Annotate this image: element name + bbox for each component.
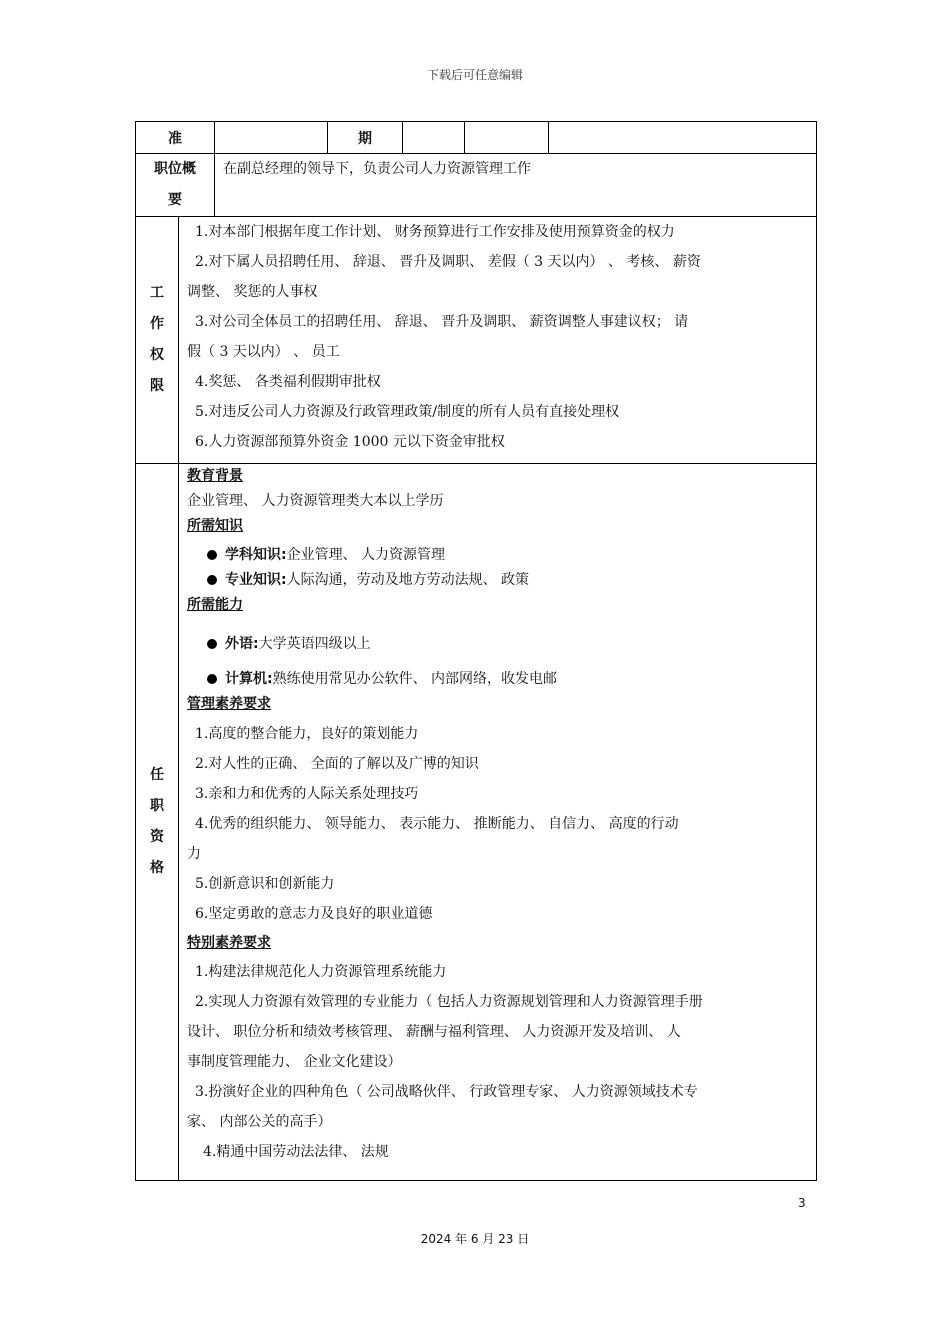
summary-label-line1: 职位概 bbox=[154, 161, 196, 177]
qualifications-label-char: 资 bbox=[150, 829, 164, 845]
knowledge-item bbox=[187, 568, 808, 593]
label-date: 期 bbox=[328, 122, 403, 154]
special-item: 家、 内部公关的高手） bbox=[187, 1114, 332, 1130]
authority-item: 6.人力资源部预算外资金 1000 元以下资金审批权 bbox=[195, 434, 505, 450]
footer-date: 2024 年 6 月 23 日 bbox=[420, 1232, 530, 1246]
authority-content bbox=[179, 217, 817, 464]
authority-item: 假（ 3 天以内） 、 员工 bbox=[187, 344, 340, 360]
authority-item: 4.奖惩、 各类福利假期审批权 bbox=[195, 374, 381, 390]
page-number: 3 bbox=[798, 1196, 806, 1210]
knowledge-label: 专业知识: bbox=[225, 572, 287, 588]
date-value-cell-2 bbox=[465, 122, 549, 154]
ability-item bbox=[187, 667, 808, 692]
knowledge-text: 人际沟通，劳动及地方劳动法规、 政策 bbox=[286, 572, 530, 588]
date-value-cell-1 bbox=[403, 122, 465, 154]
knowledge-text: 企业管理、 人力资源管理 bbox=[286, 547, 446, 563]
special-item: 设计、 职位分析和绩效考核管理、 薪酬与福利管理、 人力资源开发及培训、 人 bbox=[187, 1024, 681, 1040]
authority-label-char: 权 bbox=[150, 347, 164, 363]
authority-label-char: 工 bbox=[150, 285, 164, 301]
management-item: 力 bbox=[187, 846, 201, 862]
authority-label bbox=[136, 217, 179, 464]
management-item: 2.对人性的正确、 全面的了解以及广博的知识 bbox=[195, 756, 479, 772]
bullet-icon bbox=[207, 674, 217, 684]
special-item: 1.构建法律规范化人力资源管理系统能力 bbox=[195, 964, 447, 980]
qualifications-label-char: 任 bbox=[150, 767, 164, 783]
ability-text: 熟练使用常见办公软件、 内部网络，收发电邮 bbox=[272, 671, 558, 687]
management-item: 4.优秀的组织能力、 领导能力、 表示能力、 推断能力、 自信力、 高度的行动 bbox=[195, 816, 679, 832]
special-item: 事制度管理能力、 企业文化建设） bbox=[187, 1054, 402, 1070]
education-title: 教育背景 bbox=[187, 468, 243, 484]
summary-label-line2: 要 bbox=[168, 192, 182, 208]
job-description-table bbox=[135, 121, 817, 1181]
qualifications-content bbox=[179, 464, 817, 1181]
special-item: 2.实现人力资源有效管理的专业能力（ 包括人力资源规划管理和人力资源管理手册 bbox=[195, 994, 703, 1010]
knowledge-title: 所需知识 bbox=[187, 518, 243, 534]
knowledge-label: 学科知识: bbox=[225, 547, 287, 563]
header-note: 下载后可任意编辑 bbox=[426, 68, 523, 82]
authority-label-char: 限 bbox=[150, 378, 164, 394]
summary-row bbox=[136, 154, 817, 217]
special-item: 3.扮演好企业的四种角色（ 公司战略伙伴、 行政管理专家、 人力资源领域技术专 bbox=[195, 1084, 698, 1100]
qualifications-row bbox=[136, 464, 817, 1181]
education-text: 企业管理、 人力资源管理类大本以上学历 bbox=[187, 493, 444, 509]
date-value-cell-3 bbox=[549, 122, 817, 154]
bullet-icon bbox=[207, 575, 217, 585]
management-title: 管理素养要求 bbox=[187, 696, 271, 712]
qualifications-label bbox=[136, 464, 179, 1181]
authority-label-char: 作 bbox=[150, 316, 164, 332]
ability-text: 大学英语四级以上 bbox=[258, 636, 371, 652]
ability-label: 外语: bbox=[225, 636, 259, 652]
authority-row bbox=[136, 217, 817, 464]
special-title: 特别素养要求 bbox=[187, 935, 271, 951]
knowledge-item bbox=[187, 543, 808, 568]
management-item: 6.坚定勇敢的意志力及良好的职业道德 bbox=[195, 906, 433, 922]
special-item: 4.精通中国劳动法法律、 法规 bbox=[203, 1144, 389, 1160]
authority-item: 调整、 奖惩的人事权 bbox=[187, 284, 318, 300]
bullet-icon bbox=[207, 550, 217, 560]
bullet-icon bbox=[207, 639, 217, 649]
authority-item: 2.对下属人员招聘任用、 辞退、 晋升及调职、 差假（ 3 天以内） 、 考核、 薪资 bbox=[195, 254, 701, 270]
qualifications-label-char: 职 bbox=[150, 798, 164, 814]
authority-item: 5.对违反公司人力资源及行政管理政策/制度的所有人员有直接处理权 bbox=[195, 404, 620, 420]
summary-text: 在副总经理的领导下，负责公司人力资源管理工作 bbox=[215, 154, 817, 217]
summary-label bbox=[136, 154, 215, 217]
ability-item bbox=[187, 632, 808, 657]
management-item: 3.亲和力和优秀的人际关系处理技巧 bbox=[195, 786, 419, 802]
authority-item: 3.对公司全体员工的招聘任用、 辞退、 晋升及调职、 薪资调整人事建议权； 请 bbox=[195, 314, 689, 330]
management-item: 1.高度的整合能力，良好的策划能力 bbox=[195, 726, 419, 742]
ability-title: 所需能力 bbox=[187, 597, 243, 613]
qualifications-label-char: 格 bbox=[150, 860, 164, 876]
approval-row bbox=[136, 122, 817, 154]
ability-label: 计算机: bbox=[225, 671, 273, 687]
label-approve: 准 bbox=[136, 122, 215, 154]
approve-value-cell bbox=[215, 122, 328, 154]
authority-item: 1.对本部门根据年度工作计划、 财务预算进行工作安排及使用预算资金的权力 bbox=[195, 224, 675, 240]
management-item: 5.创新意识和创新能力 bbox=[195, 876, 335, 892]
